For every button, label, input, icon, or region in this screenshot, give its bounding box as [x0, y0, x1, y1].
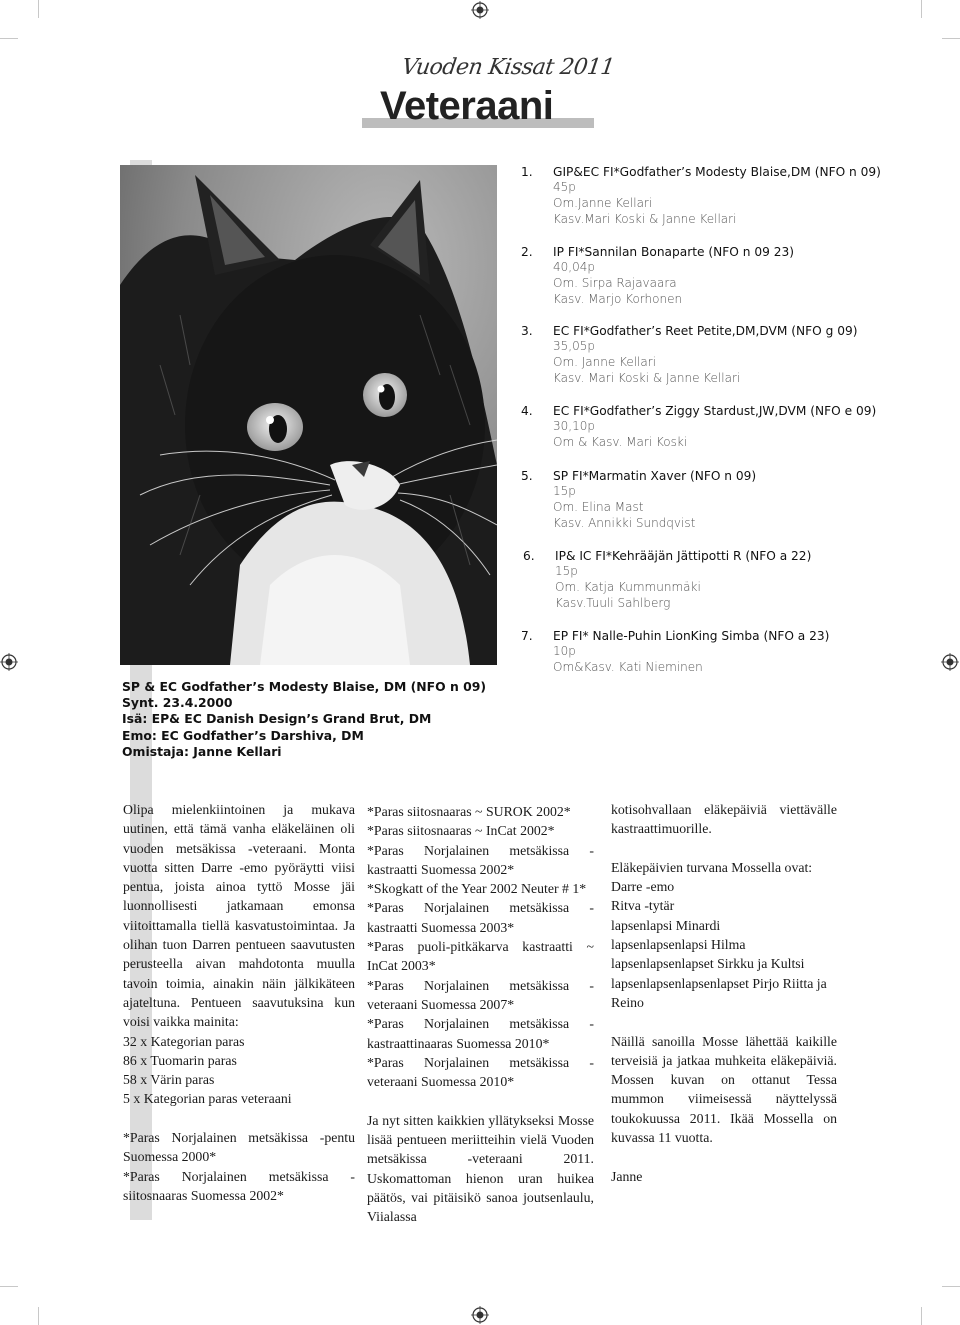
article-paragraph: Olipa mielenkiintoinen ja mukava uutinen, että tämä vanha eläkeläinen oli vuoden metsäkissa -veteraani. Monta vuotta sitten Darre -emo pyöräytti viisi pentua, joista ainoa tyttö Mosse jäi luonnollisesti jatkamaan emonsa viitoittamalla tiellä kasvatustoimintaa. Ja olihan tuon Darren pentueen saavutusten perusteella aivan mahdotonta muulla tavoin toimia, ainakin näin jälkikäteen ajateltuna. Pentueen saavutuksina kun voisi vaikka mainita:: [123, 802, 355, 1030]
article-line: 5 x Kategorian paras veteraani: [123, 1091, 292, 1107]
result-owner: Om & Kasv. Mari Koski: [553, 435, 688, 449]
article-line: *Paras Norjalainen metsäkissa -veteraani Suomessa 2007*: [367, 977, 594, 1012]
result-heading: [521, 469, 756, 483]
crop-mark-bottom-left-v: [38, 1307, 39, 1325]
article-line: kotisohvallaan eläkepäiviä viettävälle kastraattimuorille.: [611, 802, 837, 837]
page-title: Veteraani: [380, 84, 554, 128]
result-rank: 1.: [521, 165, 533, 179]
magazine-subtitle: Vuoden Kissat 2011: [400, 55, 616, 80]
paragraph-gap: [611, 1147, 837, 1166]
crop-mark-bottom-right-h: [942, 1286, 960, 1287]
article-line: lapsenlapsenlapset Sirkku ja Kultsi: [611, 956, 805, 972]
result-breeder: Kasv.Mari Koski & Janne Kellari: [553, 212, 737, 226]
paragraph-gap: [367, 1091, 594, 1110]
result-name: GIP&EC FI*Godfather’s Modesty Blaise,DM (NFO n 09): [553, 165, 881, 179]
article-column-1: [123, 800, 355, 1205]
article-line: lapsenlapsenlapsi Hilma: [611, 937, 746, 953]
article-signature: Janne: [611, 1168, 643, 1184]
result-heading: [521, 404, 876, 418]
result-points: 45p: [553, 180, 576, 194]
result-owner: Om. Elina Mast: [553, 500, 644, 514]
result-points: 30,10p: [553, 419, 595, 433]
article-line: *Paras Norjalainen metsäkissa -kastraattinaaras Suomessa 2010*: [367, 1016, 594, 1051]
crop-mark-top-right-h: [942, 38, 960, 39]
result-rank: 6.: [523, 549, 535, 563]
article-paragraph: Ja nyt sitten kaikkien yllätykseksi Mosse lisää pentueen meriitteihin vielä Vuoden metsäkissa -veteraani 2011. Uskomattoman hienon uran huikea päätös, vai pitäisikö sanoa joutsenlaulu, Viialassa: [367, 1112, 594, 1225]
result-entry: [523, 549, 811, 611]
photo-caption: [122, 679, 487, 760]
result-owner: Om. Janne Kellari: [553, 355, 657, 369]
result-breeder: Kasv.Tuuli Sahlberg: [555, 596, 671, 610]
crop-mark-top-left-h: [0, 38, 18, 39]
result-name: EC FI*Godfather’s Reet Petite,DM,DVM (NFO g 09): [553, 324, 858, 338]
result-rank: 4.: [521, 404, 533, 418]
result-points: 35,05p: [553, 339, 595, 353]
article-column-3: [611, 800, 837, 1186]
article-line: *Paras Norjalainen metsäkissa -pentu Suomessa 2000*: [123, 1130, 355, 1165]
crop-mark-top-right-v: [921, 0, 922, 18]
caption-line: Synt. 23.4.2000: [122, 695, 233, 711]
article-paragraph: Näillä sanoilla Mosse lähettää kaikille terveisiä ja jatkaa muhkeita eläkepäiviä. Mossen kuvan on ottanut Tessa mummon viimeisessä näyttelyssä toukokuussa 2011. Ikää Mossella on kuvassa 11 vuotta.: [611, 1033, 837, 1146]
result-rank: 7.: [521, 629, 533, 643]
result-rank: 5.: [521, 469, 533, 483]
result-rank: 2.: [521, 245, 533, 259]
paragraph-gap: [611, 839, 837, 858]
registration-mark-icon: [471, 1306, 489, 1324]
result-owner: Om. Katja Kummunmäki: [555, 580, 701, 594]
caption-line: Emo: EC Godfather’s Darshiva, DM: [122, 727, 364, 743]
result-heading: [523, 549, 811, 563]
result-entry: [521, 404, 876, 450]
article-line: 86 x Tuomarin paras: [123, 1052, 237, 1068]
result-entry: [521, 324, 857, 386]
article-line: *Paras Norjalainen metsäkissa -veteraani Suomessa 2010*: [367, 1054, 594, 1090]
result-name: EC FI*Godfather’s Ziggy Stardust,JW,DVM (NFO e 09): [553, 404, 877, 418]
article-line: *Paras siitosnaaras ~ InCat 2002*: [367, 823, 555, 839]
cat-photo: [120, 165, 497, 665]
crop-mark-bottom-right-v: [921, 1307, 922, 1325]
article-line: Darre -emo: [611, 879, 675, 895]
paragraph-gap: [611, 1012, 837, 1031]
registration-mark-icon: [0, 653, 18, 671]
article-line: *Paras siitosnaaras ~ SUROK 2002*: [367, 804, 571, 819]
result-heading: [521, 165, 881, 179]
result-name: EP FI* Nalle-Puhin LionKing Simba (NFO a 23): [553, 629, 830, 643]
caption-line: Omistaja: Janne Kellari: [122, 743, 282, 759]
result-entry: [521, 629, 829, 675]
result-entry: [521, 165, 881, 227]
caption-line: SP & EC Godfather’s Modesty Blaise, DM (NFO n 09): [122, 679, 487, 694]
article-line: lapsenlapsi Minardi: [611, 917, 721, 933]
result-breeder: Kasv. Marjo Korhonen: [553, 292, 683, 306]
result-points: 10p: [553, 644, 576, 658]
article-line: *Paras Norjalainen metsäkissa -kastraatti Suomessa 2002*: [367, 842, 594, 877]
result-entry: [521, 469, 756, 531]
crop-mark-top-left-v: [38, 0, 39, 18]
cat-photo-icon: [120, 165, 497, 665]
result-heading: [521, 629, 829, 643]
article-line: *Paras puoli-pitkäkarva kastraatti ~ InCat 2003*: [367, 939, 594, 974]
result-owner: Om. Sirpa Rajavaara: [553, 276, 677, 290]
result-owner: Om&Kasv. Kati Nieminen: [553, 660, 703, 674]
paragraph-gap: [123, 1109, 355, 1128]
result-rank: 3.: [521, 324, 533, 338]
result-owner: Om.Janne Kellari: [553, 196, 653, 210]
result-points: 40,04p: [553, 260, 595, 274]
registration-mark-icon: [471, 1, 489, 19]
article-line: 32 x Kategorian paras: [123, 1033, 245, 1049]
article-line: Ritva -tytär: [611, 898, 675, 914]
article-line: *Paras Norjalainen metsäkissa -siitosnaaras Suomessa 2002*: [123, 1168, 355, 1203]
result-name: SP FI*Marmatin Xaver (NFO n 09): [553, 469, 757, 483]
result-name: IP FI*Sannilan Bonaparte (NFO n 09 23): [553, 245, 794, 259]
article-line: lapsenlapsenlapsenlapset Pirjo Riitta ja Reino: [611, 975, 827, 1010]
result-entry: [521, 245, 794, 307]
result-heading: [521, 245, 794, 259]
caption-line: Isä: EP& EC Danish Design’s Grand Brut, DM: [122, 711, 432, 727]
article-line: *Paras Norjalainen metsäkissa -kastraatti Suomessa 2003*: [367, 900, 594, 935]
result-breeder: Kasv. Annikki Sundqvist: [553, 516, 696, 530]
result-points: 15p: [553, 484, 576, 498]
article-line: Eläkepäivien turvana Mossella ovat:: [611, 859, 813, 875]
crop-mark-bottom-left-h: [0, 1286, 18, 1287]
result-name: IP& IC FI*Kehrääjän Jättipotti R (NFO a 22): [555, 549, 812, 563]
article-line: *Skogkatt of the Year 2002 Neuter # 1*: [367, 881, 587, 897]
result-breeder: Kasv. Mari Koski & Janne Kellari: [553, 371, 741, 385]
registration-mark-icon: [941, 653, 959, 671]
result-points: 15p: [555, 564, 578, 578]
result-heading: [521, 324, 857, 338]
article-line: 58 x Värin paras: [123, 1072, 215, 1088]
article-column-2: [367, 802, 594, 1227]
